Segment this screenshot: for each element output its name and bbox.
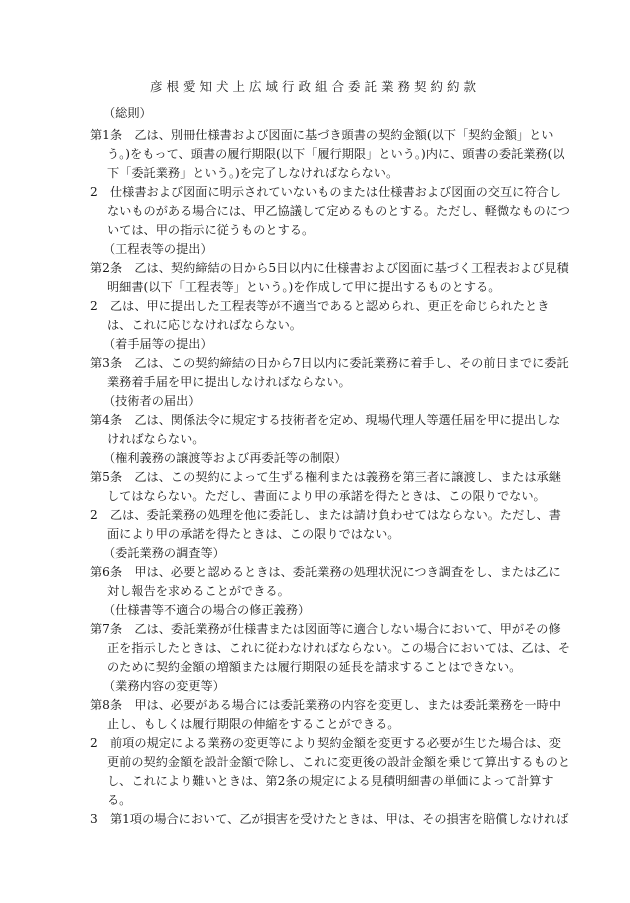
continuation-line: 更前の契約金額を設計金額で除し、これに変更後の設計金額を乗じて算出するものと bbox=[107, 755, 571, 769]
article-line: 第7条 乙は、委託業務が仕様書または図面等に適合しない場合において、甲がその修 bbox=[90, 622, 561, 636]
section-heading: （業務内容の変更等） bbox=[103, 679, 225, 693]
continuation-line: してはならない。ただし、書面により甲の承諾を得たときは、この限りでない。 bbox=[107, 489, 546, 503]
document-title: 彦根愛知犬上広域行政組合委託業務契約約款 bbox=[149, 79, 480, 94]
continuation-line: 明細書(以下「工程表等」という。)を作成して甲に提出するものとする。 bbox=[107, 280, 501, 294]
continuation-line: る。 bbox=[107, 793, 132, 807]
continuation-line: 対し報告を求めることができる。 bbox=[107, 584, 290, 598]
article-line: 第6条 甲は、必要と認めるときは、委託業務の処理状況につき調査をし、または乙に bbox=[90, 565, 561, 579]
article-line: 2 前項の規定による業務の変更等により契約金額を変更する必要が生じた場合は、変 bbox=[90, 736, 561, 750]
continuation-line: し、これにより難いときは、第2条の規定による見積明細書の単価によって計算す bbox=[107, 774, 554, 788]
continuation-line: 正を指示したときは、これに従わなければならない。この場合においては、乙は、そ bbox=[107, 641, 571, 655]
continuation-line: ければならない。 bbox=[107, 432, 205, 446]
continuation-line: ないものがある場合には、甲乙協議して定めるものとする。ただし、軽微なものにつ bbox=[107, 204, 570, 218]
section-heading: （総則） bbox=[103, 106, 152, 120]
continuation-line: のために契約金額の増額または履行期限の延長を請求することはできない。 bbox=[107, 660, 522, 674]
article-line: 2 乙は、甲に提出した工程表等が不適当であると認められ、更正を命じられたとき bbox=[90, 299, 550, 313]
section-heading: （委託業務の調査等） bbox=[103, 546, 225, 560]
article-line: 2 仕様書および図面に明示されていないものまたは仕様書および図面の交互に符合し bbox=[90, 185, 561, 199]
continuation-line: う。)をもって、頭書の履行期限(以下「履行期限」という。)内に、頭書の委託業務(以 bbox=[107, 147, 565, 161]
section-heading: （着手届等の提出） bbox=[103, 337, 213, 351]
article-line: 第5条 乙は、この契約によって生ずる権利または義務を第三者に譲渡し、または承継 bbox=[90, 470, 561, 484]
continuation-line: 業務着手届を甲に提出しなければならない。 bbox=[107, 375, 351, 389]
section-heading: （権利義務の譲渡等および再委託等の制限） bbox=[103, 451, 347, 465]
continuation-line: 止し、もしくは履行期限の伸縮をすることができる。 bbox=[107, 717, 400, 731]
continuation-line: いては、甲の指示に従うものとする。 bbox=[107, 223, 315, 237]
section-heading: （技術者の届出） bbox=[103, 394, 201, 408]
continuation-line: は、これに応じなければならない。 bbox=[107, 318, 302, 332]
article-line: 第4条 乙は、関係法令に規定する技術者を定め、現場代理人等選任届を甲に提出しな bbox=[90, 413, 561, 427]
section-heading: （工程表等の提出） bbox=[103, 242, 213, 256]
article-line: 第3条 乙は、この契約締結の日から7日以内に委託業務に着手し、その前日までに委託 bbox=[90, 356, 569, 370]
continuation-line: 面により甲の承諾を得たときは、この限りではない。 bbox=[107, 527, 400, 541]
article-line: 第2条 乙は、契約締結の日から5日以内に仕様書および図面に基づく工程表および見積 bbox=[90, 261, 569, 275]
article-line: 3 第1項の場合において、乙が損害を受けたときは、甲は、その損害を賠償しなければ bbox=[90, 812, 569, 826]
article-line: 第1条 乙は、別冊仕様書および図面に基づき頭書の契約金額(以下「契約金額」とい bbox=[90, 128, 554, 142]
article-line: 2 乙は、委託業務の処理を他に委託し、または請け負わせてはならない。ただし、書 bbox=[90, 508, 561, 522]
article-line: 第8条 甲は、必要がある場合には委託業務の内容を変更し、または委託業務を一時中 bbox=[90, 698, 561, 712]
continuation-line: 下「委託業務」という。)を完了しなければならない。 bbox=[107, 166, 399, 180]
section-heading: （仕様書等不適合の場合の修正義務） bbox=[103, 603, 311, 617]
